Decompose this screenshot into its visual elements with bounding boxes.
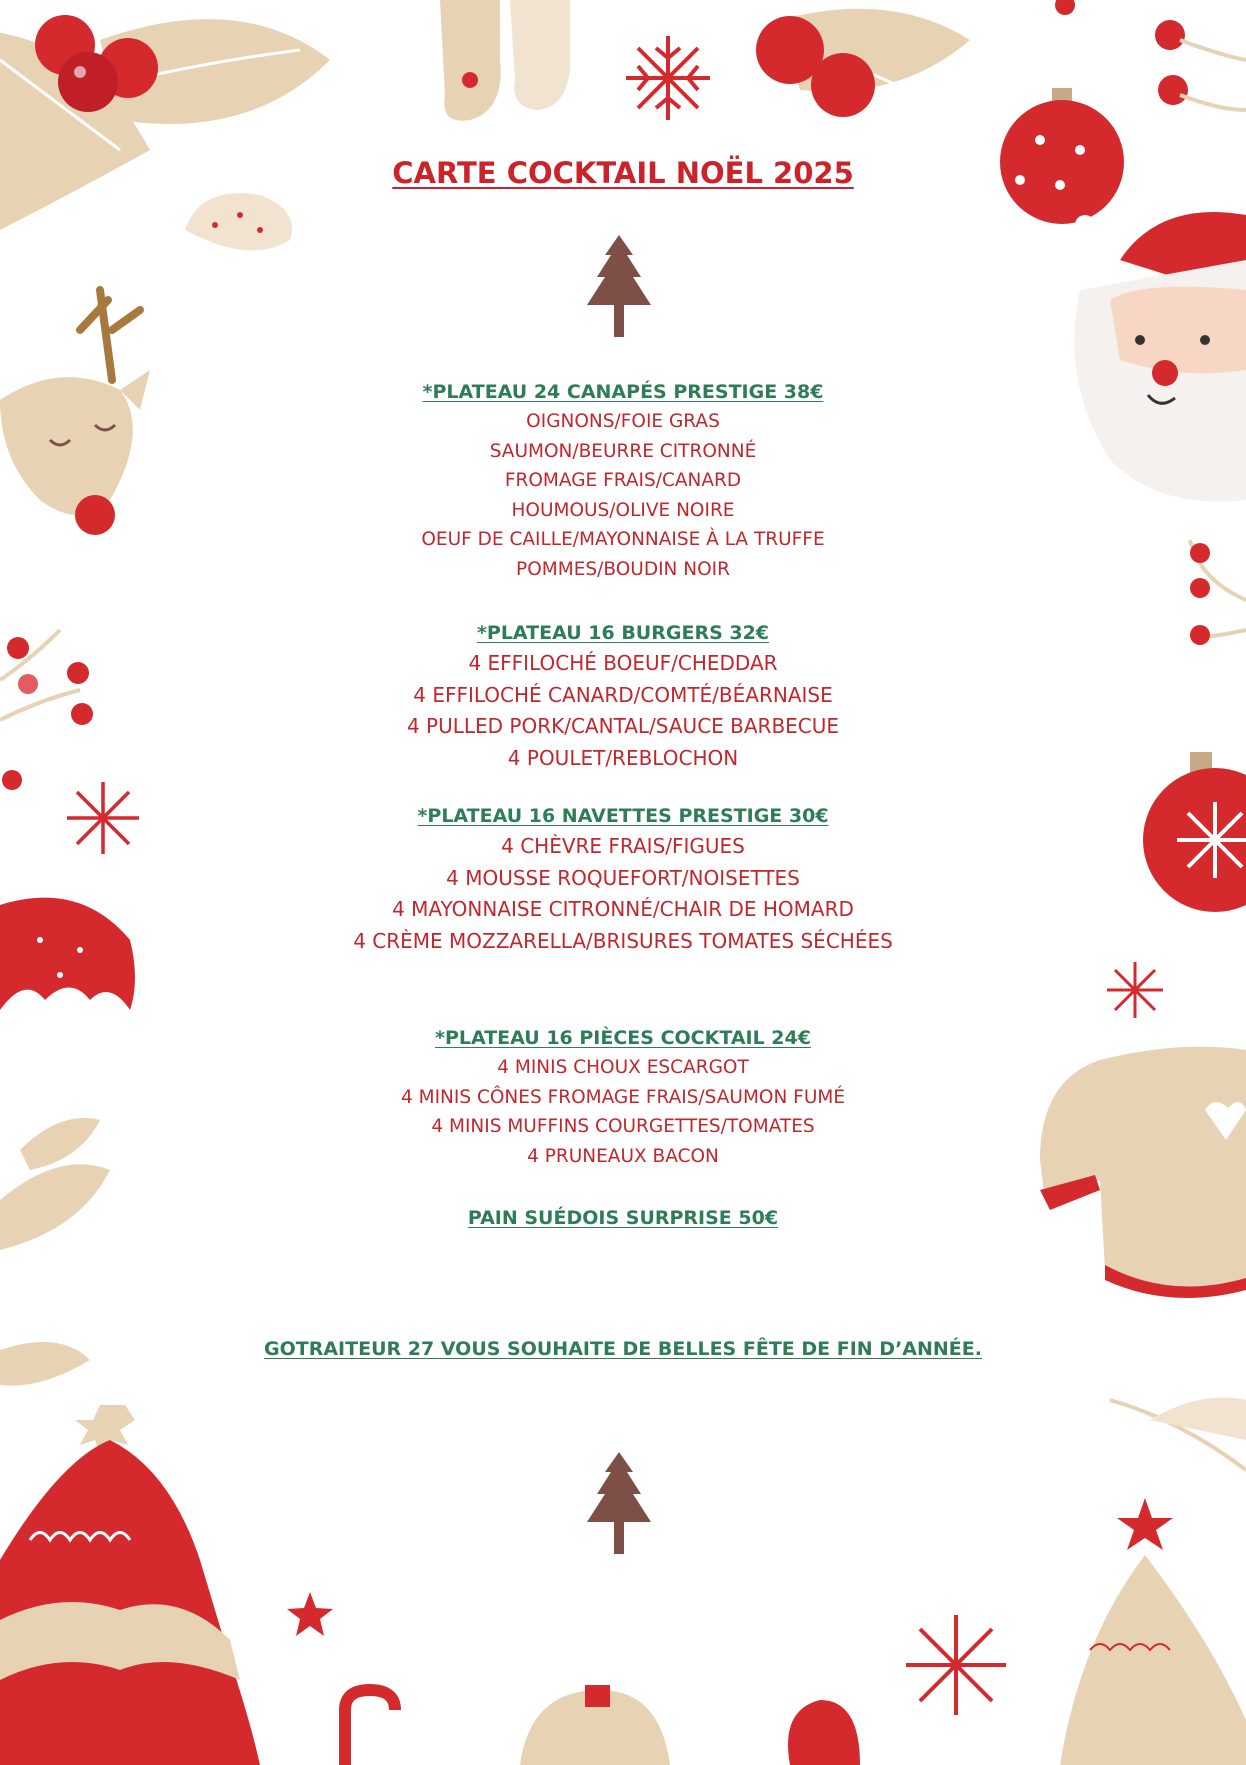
- menu-item: POMMES/BOUDIN NOIR: [516, 558, 730, 580]
- menu-section-pain-suedois: [0, 1203, 1246, 1233]
- menu-item: 4 MINIS CHOUX ESCARGOT: [497, 1057, 749, 1078]
- menu-item: 4 PULLED PORK/CANTAL/SAUCE BARBECUE: [406, 714, 840, 738]
- section-heading: *PLATEAU 16 PIÈCES COCKTAIL 24€: [435, 1027, 811, 1049]
- menu-item: OIGNONS/FOIE GRAS: [526, 411, 720, 432]
- tree-icon: [583, 1452, 655, 1560]
- menu-item: HOUMOUS/OLIVE NOIRE: [511, 499, 735, 521]
- section-heading: *PLATEAU 16 NAVETTES PRESTIGE 30€: [417, 805, 829, 827]
- menu-item: 4 PRUNEAUX BACON: [527, 1145, 719, 1167]
- menu-item: SAUMON/BEURRE CITRONNÉ: [489, 440, 757, 462]
- tree-icon: [583, 235, 655, 343]
- section-heading: *PLATEAU 24 CANAPÉS PRESTIGE 38€: [422, 381, 824, 403]
- menu-section-pieces-cocktail: [0, 1023, 1246, 1171]
- menu-item: 4 MOUSSE ROQUEFORT/NOISETTES: [446, 865, 800, 890]
- menu-item: 4 EFFILOCHÉ CANARD/COMTÉ/BÉARNAISE: [413, 682, 833, 707]
- menu-item: 4 CHÈVRE FRAIS/FIGUES: [501, 834, 745, 858]
- page-title: CARTE COCKTAIL NOËL 2025: [392, 156, 854, 190]
- section-heading: *PLATEAU 16 BURGERS 32€: [476, 622, 770, 644]
- menu-item: 4 MINIS MUFFINS COURGETTES/TOMATES: [431, 1116, 815, 1137]
- menu-section-burgers: [0, 618, 1246, 774]
- menu-item: 4 MAYONNAISE CITRONNÉ/CHAIR DE HOMARD: [392, 897, 854, 921]
- closing-wishes: GOTRAITEUR 27 VOUS SOUHAITE DE BELLES FÊTE DE FIN D’ANNÉE.: [264, 1338, 982, 1360]
- menu-item: OEUF DE CAILLE/MAYONNAISE À LA TRUFFE: [421, 529, 825, 550]
- menu-section-canapes: [0, 377, 1246, 584]
- section-heading: PAIN SUÉDOIS SURPRISE 50€: [467, 1207, 779, 1229]
- menu-item: 4 POULET/REBLOCHON: [507, 745, 739, 770]
- menu-item: FROMAGE FRAIS/CANARD: [504, 470, 742, 491]
- menu-item: 4 EFFILOCHÉ BOEUF/CHEDDAR: [468, 651, 778, 675]
- menu-section-navettes: [0, 801, 1246, 957]
- menu-item: 4 MINIS CÔNES FROMAGE FRAIS/SAUMON FUMÉ: [400, 1086, 846, 1108]
- menu-item: 4 CRÈME MOZZARELLA/BRISURES TOMATES SÉCHÉES: [353, 928, 893, 953]
